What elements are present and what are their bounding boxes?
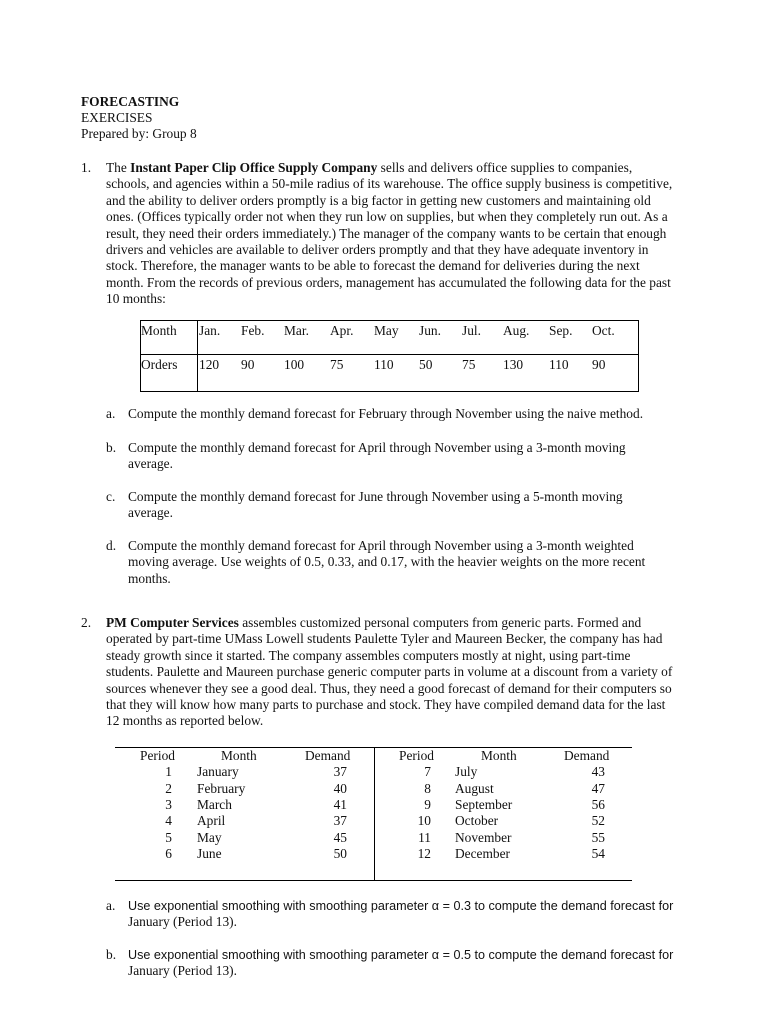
- demand-table-demand: 47: [591, 781, 605, 796]
- demand-table-demand: 37: [333, 764, 347, 779]
- problem2-part-tail: January (Period 13).: [128, 914, 237, 930]
- orders-table-value: 110: [374, 357, 394, 372]
- prepared-by: Prepared by: Group 8: [81, 126, 197, 141]
- demand-table-month: June: [197, 846, 222, 861]
- problem2-part-tail: January (Period 13).: [128, 963, 237, 979]
- demand-table-demand: 55: [591, 830, 605, 845]
- demand-table-header-period: Period: [140, 748, 175, 763]
- problem2-paragraph: [106, 615, 676, 730]
- demand-table-demand: 54: [591, 846, 605, 861]
- orders-table-value: 120: [199, 357, 220, 372]
- problem2-part-letter: b.: [106, 947, 117, 962]
- demand-table-month: October: [455, 813, 499, 828]
- problem1-text: sells and delivers office supplies to companies, schools, and agencies within a 50-mile radius of its warehouse. The office supply business is competitive, and the ability to deliver orders promptly is a big factor in getting new customers and maintaining old ones. (Offices typically order not when they run low on supplies, but when they completely run out. As a result, they need their orders immediately.) The manager of the company wants to be certain that enough drivers and vehicles are available to deliver orders promptly and that they have adequate inventory in stock. Therefore, the manager wants to be able to forecast the demand for deliveries during the next month. From the records of previous orders, management has accumulated the following data for the past 10 months:: [106, 160, 673, 307]
- demand-table-demand: 40: [333, 781, 347, 796]
- demand-table-month: December: [455, 846, 511, 861]
- demand-table-demand: 50: [333, 846, 347, 861]
- problem1-part-text: Compute the monthly demand forecast for February through November using the naive method.: [128, 406, 644, 421]
- problem1-intro: The: [106, 160, 131, 175]
- orders-table-month: Apr.: [330, 323, 354, 338]
- problem2-part-letter: a.: [106, 898, 116, 913]
- problem1-part-letter: d.: [106, 538, 117, 553]
- demand-table-period: 7: [424, 764, 431, 779]
- demand-table-period: 9: [424, 797, 431, 812]
- orders-table-row-divider: [141, 354, 638, 355]
- document-title: FORECASTING: [81, 94, 180, 109]
- orders-table-month: Jan.: [199, 323, 221, 338]
- demand-table-demand: 43: [591, 764, 605, 779]
- problem2-part: [128, 947, 688, 980]
- document-subtitle: EXERCISES: [81, 110, 153, 125]
- demand-table-month: January: [197, 764, 239, 779]
- demand-table-demand: 37: [333, 813, 347, 828]
- demand-table-header-demand: Demand: [564, 748, 610, 763]
- demand-table-month: July: [455, 764, 478, 779]
- demand-table-period: 10: [417, 813, 431, 828]
- orders-table-value: 130: [503, 357, 524, 372]
- orders-table-value: 90: [592, 357, 606, 372]
- demand-table-period: 12: [417, 846, 431, 861]
- demand-table-demand: 56: [591, 797, 605, 812]
- demand-table-period: 3: [165, 797, 172, 812]
- problem1-part-letter: a.: [106, 406, 116, 421]
- orders-table: [140, 320, 639, 392]
- demand-table-center-divider: [374, 747, 375, 881]
- demand-table-month: November: [455, 830, 512, 845]
- demand-table-header-month: Month: [221, 748, 257, 763]
- demand-table-header-month: Month: [481, 748, 517, 763]
- demand-table-period: 1: [165, 764, 172, 779]
- problem2-part-text: Use exponential smoothing with smoothing parameter α = 0.3 to compute the demand forecast for: [128, 899, 674, 913]
- demand-table-header-period: Period: [399, 748, 434, 763]
- problem1-paragraph: [106, 160, 676, 308]
- demand-table-header-demand: Demand: [305, 748, 351, 763]
- problem2-part-text: Use exponential smoothing with smoothing parameter α = 0.5 to compute the demand forecast for: [128, 948, 674, 962]
- problem2-number: 2.: [81, 615, 92, 630]
- orders-table-month: Sep.: [549, 323, 573, 338]
- problem2-part: [128, 898, 688, 931]
- demand-table-period: 8: [424, 781, 431, 796]
- demand-table-month: April: [197, 813, 226, 828]
- orders-table-month: Feb.: [241, 323, 265, 338]
- orders-table-month: Jun.: [419, 323, 441, 338]
- problem1-part-text: Compute the monthly demand forecast for June through November using a 5-month moving average.: [128, 489, 623, 521]
- orders-table-value: 90: [241, 357, 255, 372]
- demand-table-month: May: [197, 830, 222, 845]
- orders-table-value: 110: [549, 357, 569, 372]
- demand-table-period: 2: [165, 781, 172, 796]
- demand-table-month: February: [197, 781, 246, 796]
- demand-table-demand: 45: [333, 830, 347, 845]
- problem2-text: assembles customized personal computers from generic parts. Formed and operated by part-time UMass Lowell students Paulette Tyler and Maureen Becker, the company has had steady growth since it started. The company assembles computers mostly at night, using part-time students. Paulette and Maureen purchase generic computer parts in volume at a discount from a variety of sources whenever they see a good deal. Thus, they need a good forecast of demand for their computers so that they will know how many parts to purchase and stock. They have compiled demand data for the last 12 months as reported below.: [106, 615, 673, 729]
- demand-table-month: March: [197, 797, 232, 812]
- demand-table-demand: 41: [333, 797, 347, 812]
- problem1-part-letter: c.: [106, 489, 116, 504]
- orders-table-value: 75: [462, 357, 476, 372]
- orders-table-month: Jul.: [462, 323, 481, 338]
- demand-table-demand: 52: [591, 813, 605, 828]
- demand-table-period: 4: [165, 813, 172, 828]
- problem1-number: 1.: [81, 160, 92, 175]
- problem2-company: PM Computer Services: [106, 615, 239, 630]
- problem1-part-letter: b.: [106, 440, 117, 455]
- orders-table-month-label: Month: [141, 323, 177, 338]
- demand-table-period: 5: [165, 830, 172, 845]
- orders-table-month: Mar.: [284, 323, 309, 338]
- problem1-company: Instant Paper Clip Office Supply Company: [130, 160, 378, 175]
- orders-table-month: May: [374, 323, 399, 338]
- demand-table-period: 11: [418, 830, 431, 845]
- orders-table-col-divider: [197, 321, 198, 391]
- orders-table-value: 50: [419, 357, 433, 372]
- problem1-part-text: Compute the monthly demand forecast for April through November using a 3-month moving average.: [128, 440, 626, 472]
- orders-table-orders-label: Orders: [141, 357, 178, 372]
- demand-table: [115, 747, 632, 881]
- demand-table-month: August: [455, 781, 494, 796]
- orders-table-month: Oct.: [592, 323, 615, 338]
- demand-table-period: 6: [165, 846, 172, 861]
- demand-table-month: September: [455, 797, 513, 812]
- orders-table-value: 75: [330, 357, 344, 372]
- orders-table-month: Aug.: [503, 323, 530, 338]
- orders-table-value: 100: [284, 357, 305, 372]
- problem1-part-text: Compute the monthly demand forecast for April through November using a 3-month weighted moving average. Use weights of 0.5, 0.33, and 0.17, with the heavier weights on the more recent months.: [128, 538, 646, 586]
